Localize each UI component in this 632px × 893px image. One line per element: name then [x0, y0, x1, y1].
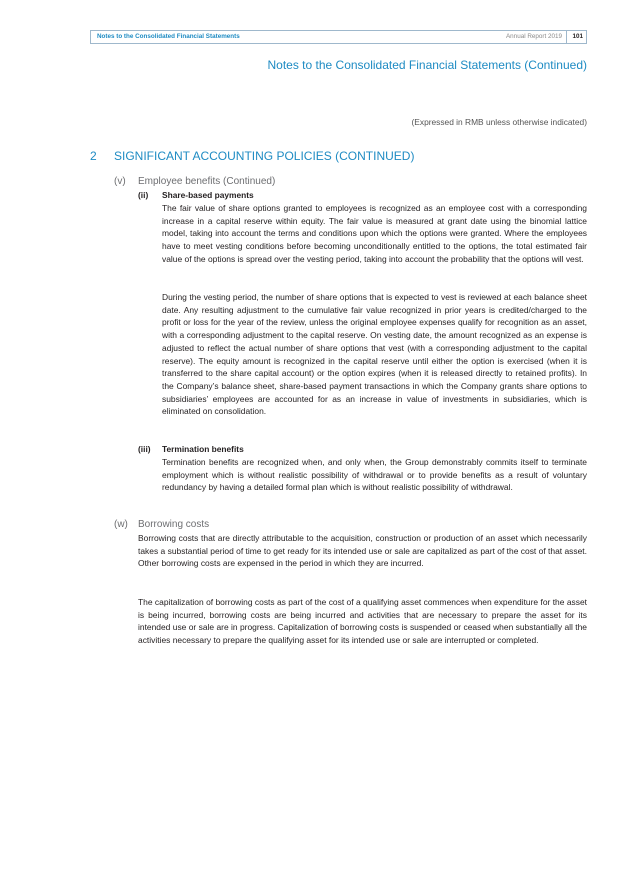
item-iii-title: Termination benefits: [162, 444, 244, 454]
subsection-v-title: Employee benefits (Continued): [138, 176, 276, 187]
subsection-v-number: (v): [114, 176, 126, 187]
item-ii-number: (ii): [138, 190, 149, 200]
share-based-payments-paragraph-1: The fair value of share options granted to employees is recognized as an employee cost with a corresponding increase in a capital reserve within equity. The fair value is measured at grant date using the binomial lattice model, taking into account the terms and conditions upon which the options were granted. Where the employees have to meet vesting conditions before becoming unconditionally entitled to the options, the total estimated fair value of the options is spread over the vesting period, taking into account the probability that the options will vest.: [162, 203, 587, 264]
subsection-w-number: (w): [114, 519, 128, 530]
header-section-title: Notes to the Consolidated Financial Statements: [97, 33, 240, 40]
header-report-title: Annual Report 2019: [505, 33, 562, 40]
item-iii-number: (iii): [138, 444, 151, 454]
termination-benefits-paragraph: Termination benefits are recognized when, and only when, the Group demonstrably commits itself to terminate employment which is without realistic possibility of withdrawal or to provide benefits as a result of voluntary redundancy by having a detailed formal plan which is without realistic possibility of withdrawal.: [162, 457, 587, 493]
running-header: [90, 30, 587, 44]
borrowing-costs-paragraph-1: Borrowing costs that are directly attributable to the acquisition, construction or production of an asset which necessarily takes a substantial period of time to get ready for its intended use or sale are capitalized as part of the cost of that asset. Other borrowing costs are expensed in the period in which they are incurred.: [138, 533, 587, 569]
currency-note: (Expressed in RMB unless otherwise indicated): [411, 117, 587, 127]
section-title: SIGNIFICANT ACCOUNTING POLICIES (CONTINUED): [114, 149, 415, 163]
item-ii-title: Share-based payments: [162, 190, 254, 200]
section-number: 2: [90, 149, 97, 163]
page-number: 101: [572, 33, 583, 40]
borrowing-costs-paragraph-2: The capitalization of borrowing costs as part of the cost of a qualifying asset commences when expenditure for the asset is being incurred, borrowing costs are being incurred and activities that are necessary to prepare the asset for its intended use or sale are in progress. Capitalization of borrowing costs is suspended or ceased when substantially all the activities necessary to prepare the qualifying asset for its intended use or sale are interrupted or completed.: [138, 597, 587, 646]
page-title: Notes to the Consolidated Financial Statements (Continued): [267, 58, 587, 72]
subsection-w-title: Borrowing costs: [138, 519, 210, 530]
header-divider: [566, 31, 567, 43]
share-based-payments-paragraph-2: During the vesting period, the number of share options that is expected to vest is reviewed at each balance sheet date. Any resulting adjustment to the cumulative fair value recognized in prior years is credited/charged to the profit or loss for the year of the review, unless the original employee expenses qualify for recognition as an asset, with a corresponding adjustment to the capital reserve. On vesting date, the amount recognized as an expense is adjusted to reflect the actual number of share options that vest (with a corresponding adjustment to the capital reserve). The equity amount is recognized in the capital reserve until either the option is exercised (when it is transferred to the share capital account) or the option expires (when it is released directly to retained profits). In the Company’s balance sheet, share-based payment transactions in which the Company grants share options to subsidiaries’ employees are accounted for as an increase in value of investments in subsidiaries, which is eliminated on consolidation.: [162, 292, 587, 417]
